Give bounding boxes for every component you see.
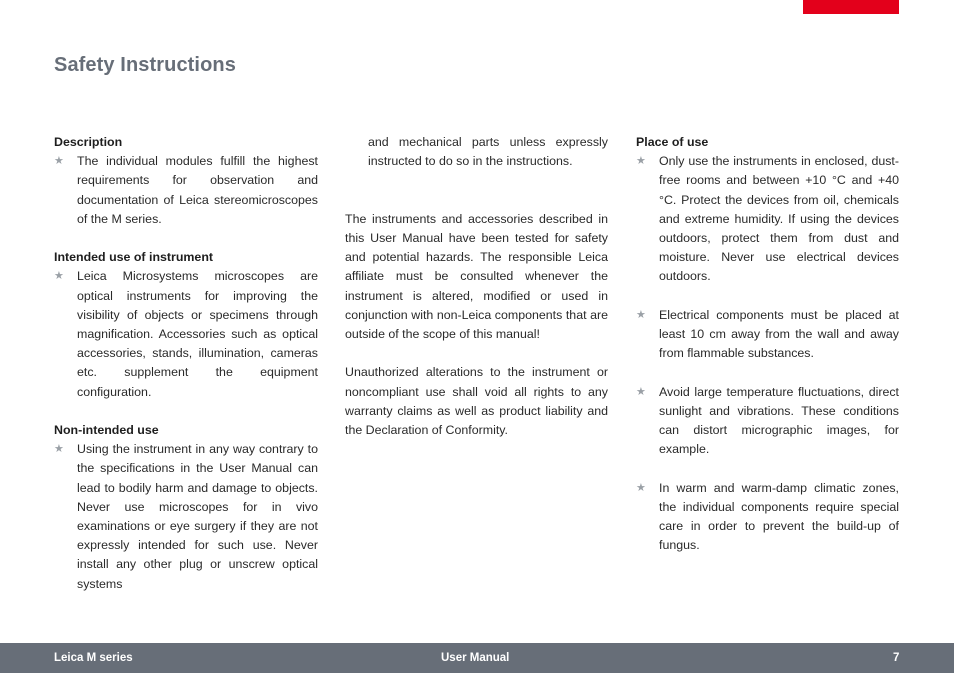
page-number: 7 [893, 652, 900, 664]
page-title: Safety Instructions [54, 54, 236, 76]
list-item [636, 306, 899, 364]
list-item [636, 152, 899, 286]
star-bullet-icon: ★ [54, 270, 64, 283]
list-item [54, 267, 318, 401]
list-item [636, 479, 899, 556]
list-item-text: Using the instrument in any way contrary to the specifications in the User Manual can lead to bodily harm and damage to objects. Never use microscopes for in vivo examinations or eye surgery if they are not expressly intended for such use. Never install any other plug or unscrew optical systems [77, 442, 318, 591]
star-bullet-icon: ★ [636, 481, 646, 494]
continued-text: and mechanical parts unless expressly instructed to do so in the instructions. [368, 135, 608, 169]
list-item-text: Only use the instruments in enclosed, dust-free rooms and between +10 °C and +40 °C. Protect the devices from oil, chemicals and extreme humidity. If using the devices outdoors, protect them from dust and moisture. Never use electrical devices outdoors. [659, 154, 899, 284]
section-heading-description: Description [54, 135, 123, 149]
list-item [636, 383, 899, 460]
footer-document-title: User Manual [441, 652, 510, 664]
list-item [54, 152, 318, 229]
paragraph-alterations: Unauthorized alterations to the instrument or noncompliant use shall void all rights to any warranty claims as well as product liability and the Declaration of Conformity. [345, 365, 608, 438]
section-heading-non-intended-use: Non-intended use [54, 423, 159, 438]
brand-accent-tab [803, 0, 899, 14]
list-item-text: In warm and warm-damp climatic zones, the individual components require special care in order to prevent the build-up of fungus. [659, 480, 899, 553]
star-bullet-icon: ★ [636, 155, 646, 168]
list-item [54, 440, 318, 594]
page-footer [0, 643, 954, 673]
list-item-text: Leica Microsystems microscopes are optical instruments for improving the visibility of objects or specimens through magnification. Accessories such as optical accessories, stands, illumination, cameras etc. supplement the equipment configuration. [77, 269, 318, 399]
section-heading-place-of-use: Place of use [636, 135, 709, 149]
section-heading-intended-use: Intended use of instrument [54, 250, 214, 265]
footer-product-name: Leica M series [54, 652, 133, 664]
column-left [54, 133, 318, 594]
star-bullet-icon: ★ [54, 443, 64, 456]
star-bullet-icon: ★ [54, 155, 64, 168]
list-item-text: Avoid large temperature fluctuations, direct sunlight and vibrations. These conditions can distort micrographic images, for example. [659, 384, 899, 457]
star-bullet-icon: ★ [636, 308, 646, 321]
paragraph-testing: The instruments and accessories described in this User Manual have been tested for safety and potential hazards. The responsible Leica affiliate must be consulted whenever the instrument is altered, modified or used in conjunction with non-Leica components that are outside of the scope of this manual! [345, 211, 608, 342]
list-item-text: The individual modules fulfill the highest requirements for observation and documentation of Leica stereomicroscopes of the M series. [77, 154, 318, 226]
star-bullet-icon: ★ [636, 385, 646, 398]
column-middle [345, 133, 608, 440]
list-item-text: Electrical components must be placed at least 10 cm away from the wall and away from flammable substances. [659, 307, 899, 361]
column-right [636, 133, 899, 555]
